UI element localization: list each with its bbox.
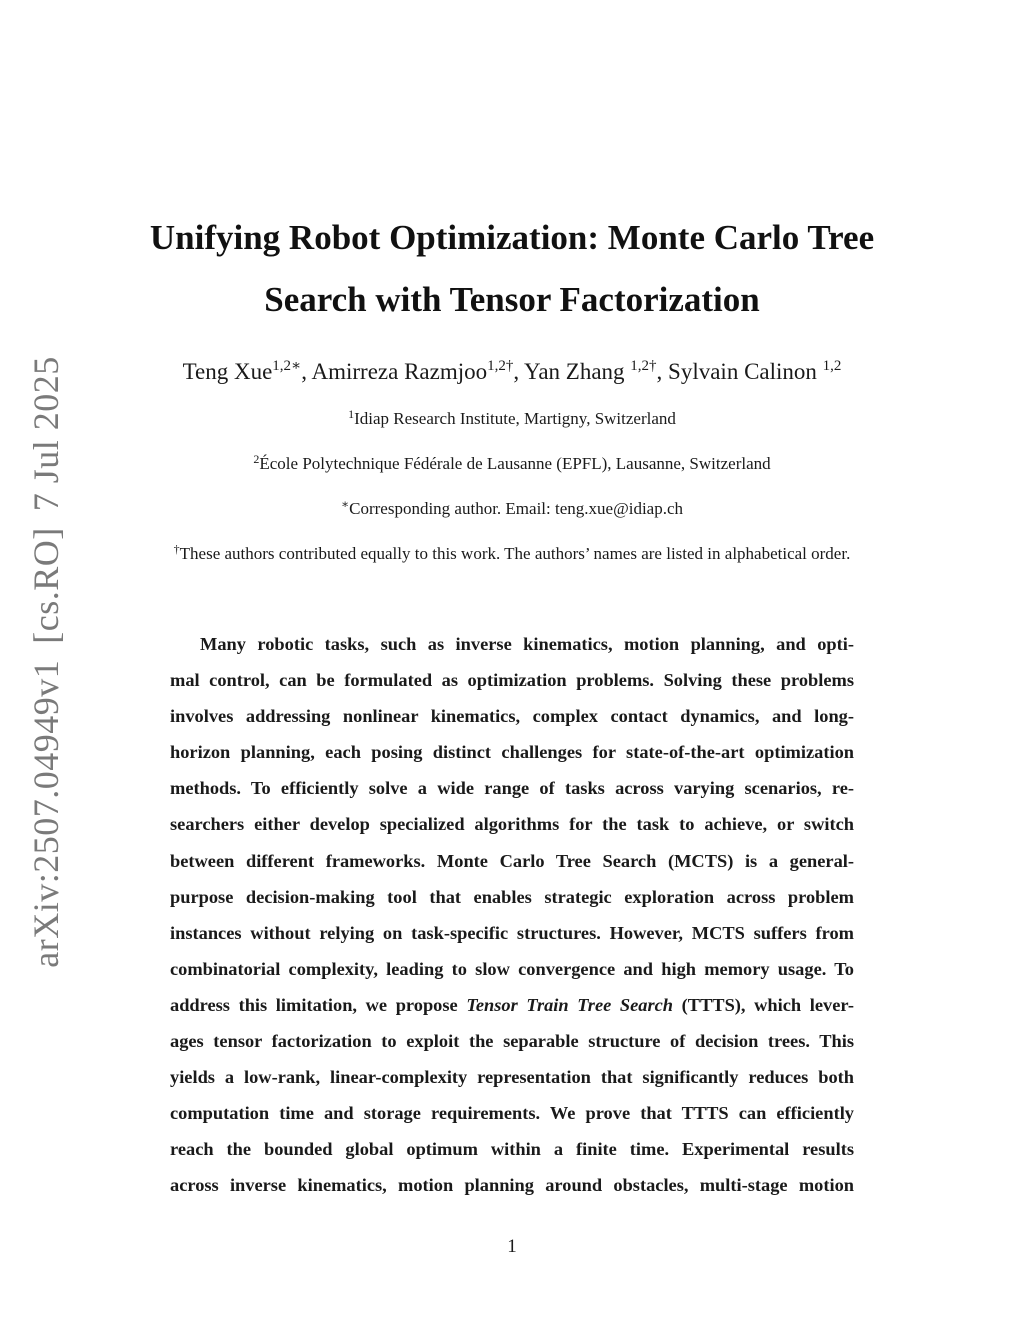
abstract-line: computation time and storage requirements. We prove that TTTS can efficiently [170, 1103, 854, 1124]
abstract-line: searchers either develop specialized algorithms for the task to achieve, or switch [170, 814, 854, 835]
abstract-line: methods. To efficiently solve a wide range of tasks across varying scenarios, re- [170, 778, 854, 799]
author-name: Amirreza Razmjoo [311, 359, 488, 384]
page-number: 1 [507, 1236, 517, 1257]
abstract-text: address this limitation, we propose [170, 994, 467, 1015]
affiliation-mark: 2 [253, 452, 260, 466]
author-affiliation-mark: 1,2 [822, 358, 842, 374]
abstract-line: across inverse kinematics, motion planning around obstacles, multi-stage motion [170, 1175, 854, 1196]
equal-contribution-note [100, 542, 924, 566]
affiliation-text: Idiap Research Institute, Martigny, Switzerland [354, 409, 676, 428]
author-list: Teng Xue$^{1,2∗}$, Amirreza Razmjoo$^{1,2\dagger}$, Yan Zhang $^{1,2\dagger}$, Sylvain Calinon $^{1,2}$ [182, 358, 842, 384]
author-name: Sylvain Calinon [668, 359, 817, 384]
arxiv-side-stamp [25, 356, 67, 967]
abstract-line: reach the bounded global optimum within a finite time. Experimental results [170, 1139, 854, 1160]
paper-title-line-2: Search with Tensor Factorization [264, 280, 760, 319]
abstract [170, 626, 854, 1204]
abstract-line: purpose decision-making tool that enables strategic exploration across problem [170, 886, 854, 907]
abstract-line: Many robotic tasks, such as inverse kinematics, motion planning, and opti- [200, 634, 854, 654]
affiliation-text: École Polytechnique Fédérale de Lausanne (EPFL), Lausanne, Switzerland [259, 454, 771, 473]
equal-contribution-text: These authors contributed equally to this work. The authors’ names are listed in alphabetical order. [179, 544, 851, 563]
corresponding-text: Corresponding author. Email: teng.xue@idiap.ch [349, 499, 684, 518]
arxiv-date: 7 Jul 2025 [26, 356, 66, 512]
abstract-line: ages tensor factorization to exploit the separable structure of decision trees. This [170, 1031, 854, 1052]
method-name: Tensor Train Tree Search [466, 994, 674, 1015]
abstract-line: yields a low-rank, linear-complexity representation that significantly reduces both [170, 1067, 854, 1088]
author-affiliation-mark: 1,2† [487, 358, 514, 374]
author-name: Yan Zhang [524, 359, 625, 384]
abstract-line: horizon planning, each posing distinct challenges for state-of-the-art optimization [170, 742, 854, 763]
arxiv-category: [cs.RO] [26, 527, 66, 644]
affiliation-mark: 1 [348, 407, 355, 421]
corresponding-author-note [100, 497, 924, 521]
abstract-line: combinatorial complexity, leading to slow convergence and high memory usage. To [170, 958, 854, 979]
author-name: Teng Xue [182, 359, 273, 384]
paper-title [120, 207, 904, 331]
corresponding-mark: ∗ [340, 497, 350, 511]
arxiv-id: arXiv:2507.04949v1 [26, 659, 66, 968]
abstract-line: instances without relying on task-specific structures. However, MCTS suffers from [170, 922, 854, 943]
abstract-text: (TTTS), which lever- [673, 994, 854, 1015]
paper-title-line-1: Unifying Robot Optimization: Monte Carlo Tree [149, 218, 875, 257]
affiliation-2 [100, 452, 924, 476]
equal-contribution-mark: † [173, 542, 180, 556]
author-affiliation-mark: 1,2∗ [272, 358, 302, 374]
abstract-line: involves addressing nonlinear kinematics, complex contact dynamics, and long- [170, 706, 854, 727]
abstract-line: between different frameworks. Monte Carlo Tree Search (MCTS) is a general- [170, 850, 854, 871]
author-affiliation-mark: 1,2† [630, 358, 657, 374]
abstract-line: mal control, can be formulated as optimization problems. Solving these problems [170, 670, 854, 691]
affiliation-1 [100, 407, 924, 431]
abstract-line-with-method-name [170, 987, 854, 1023]
